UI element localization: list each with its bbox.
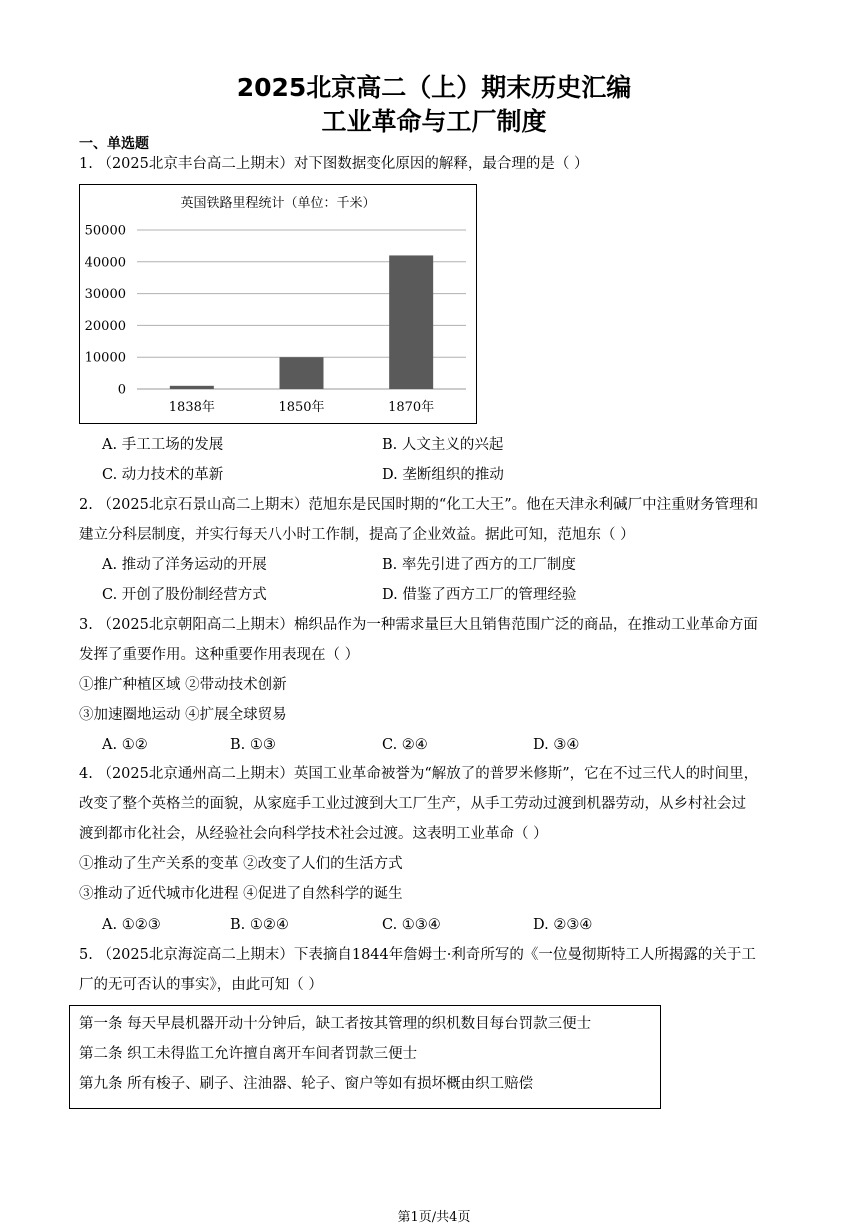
q1-option-d[interactable]: D. 垄断组织的推动 (382, 467, 504, 483)
q1-option-a[interactable]: A. 手工工场的发展 (102, 437, 224, 453)
q1-option-b[interactable]: B. 人文主义的兴起 (382, 437, 504, 453)
x-tick-label: 1850年 (278, 400, 325, 415)
q4-statements-2: ③推动了近代城市化进程 ④促进了自然科学的诞生 (79, 886, 403, 902)
q3-statements-1: ①推广种植区域 ②带动技术创新 (79, 677, 287, 693)
q3-stem-line2: 发挥了重要作用。这种重要作用表现在（ ） (79, 647, 360, 663)
bar-1850年 (280, 357, 324, 389)
q4-option-b[interactable]: B. ①②④ (230, 917, 289, 933)
q3-statements-2: ③加速圈地运动 ④扩展全球贸易 (79, 707, 287, 723)
bar-chart (80, 185, 476, 423)
bar-chart-frame (79, 184, 477, 424)
q2-option-b[interactable]: B. 率先引进了西方的工厂制度 (382, 557, 576, 573)
q5-stem-line1: 5. （2025北京海淀高二上期末）下表摘自1844年詹姆士·利奇所写的《一位曼彻斯特工人所揭露的关于工 (79, 947, 756, 963)
table-row: 第一条 每天早晨机器开动十分钟后，缺工者按其管理的织机数目每台罚款三便士 (79, 1016, 592, 1032)
y-tick-label: 50000 (84, 223, 126, 239)
q3-option-b[interactable]: B. ①③ (230, 737, 276, 753)
chart-title: 英国铁路里程统计（单位：千米） (180, 196, 376, 211)
q1-option-c[interactable]: C. 动力技术的革新 (102, 467, 224, 483)
q3-option-d[interactable]: D. ③④ (533, 737, 580, 753)
table-row: 第九条 所有梭子、刷子、注油器、轮子、窗户等如有损坏概由织工赔偿 (79, 1076, 534, 1092)
q2-stem-line1: 2. （2025北京石景山高二上期末）范旭东是民国时期的“化工大王”。他在天津永利碱厂中注重财务管理和 (79, 497, 759, 513)
y-tick-label: 40000 (84, 255, 126, 271)
y-tick-label: 0 (117, 382, 126, 398)
q3-stem-line1: 3. （2025北京朝阳高二上期末）棉织品作为一种需求量巨大且销售范围广泛的商品，在推动工业革命方面 (79, 617, 758, 633)
q4-option-d[interactable]: D. ②③④ (533, 917, 593, 933)
bar-1870年 (389, 255, 433, 389)
y-tick-label: 10000 (84, 350, 126, 366)
page-number: 第1页/共4页 (397, 1210, 471, 1225)
q4-option-c[interactable]: C. ①③④ (382, 917, 441, 933)
q2-option-a[interactable]: A. 推动了洋务运动的开展 (102, 557, 267, 573)
q4-stem-line2: 改变了整个英格兰的面貌，从家庭手工业过渡到大工厂生产，从手工劳动过渡到机器劳动，从乡村社会过 (79, 796, 746, 812)
q3-option-a[interactable]: A. ①② (102, 737, 148, 753)
y-tick-label: 20000 (84, 318, 126, 334)
document-title: 2025北京高二（上）期末历史汇编 (236, 73, 632, 102)
q4-stem-line3: 渡到都市化社会，从经验社会向科学技术社会过渡。这表明工业革命（ ） (79, 826, 548, 842)
x-tick-label: 1838年 (168, 400, 215, 415)
table-row: 第二条 织工未得监工允许擅自离开车间者罚款三便士 (79, 1046, 418, 1062)
q2-option-d[interactable]: D. 借鉴了西方工厂的管理经验 (382, 587, 577, 603)
section-heading: 一、单选题 (79, 136, 149, 152)
q4-option-a[interactable]: A. ①②③ (102, 917, 161, 933)
q4-stem-line1: 4. （2025北京通州高二上期末）英国工业革命被誉为“解放了的普罗米修斯”，它在不过三代人的时间里， (79, 766, 759, 782)
y-tick-label: 30000 (84, 287, 126, 303)
q5-stem-line2: 厂的无可否认的事实》，由此可知（ ） (79, 977, 323, 993)
x-tick-label: 1870年 (388, 400, 435, 415)
q4-statements-1: ①推动了生产关系的变革 ②改变了人们的生活方式 (79, 856, 403, 872)
document-subtitle: 工业革命与工厂制度 (321, 107, 547, 136)
factory-rules-table (69, 1005, 661, 1109)
bar-1838年 (170, 386, 214, 389)
q1-stem: 1. （2025北京丰台高二上期末）对下图数据变化原因的解释，最合理的是（ ） (79, 156, 589, 172)
q3-option-c[interactable]: C. ②④ (382, 737, 428, 753)
q2-stem-line2: 建立分科层制度，并实行每天八小时工作制，提高了企业效益。据此可知，范旭东（ ） (79, 527, 635, 543)
q2-option-c[interactable]: C. 开创了股份制经营方式 (102, 587, 267, 603)
